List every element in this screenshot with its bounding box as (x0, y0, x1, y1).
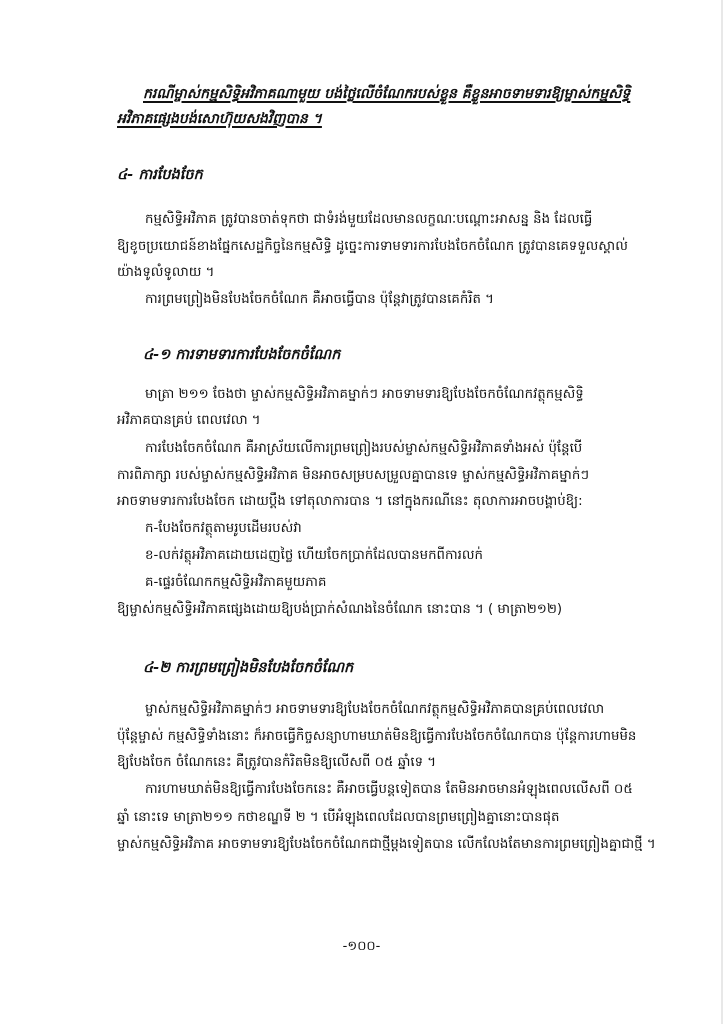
intro-line-2: អវិភាគផ្សេងបង់សោហ៊ុយសងវិញបាន ។ (117, 111, 322, 127)
section-4-1-p1-line2: អវិភាគបានគ្រប់ ពេលវេលា ។ (117, 413, 261, 428)
page-number: -១០០- (342, 939, 381, 954)
list-item-a: ក-បែងចែកវត្ថុតាមរូបដើមរបស់វា (145, 521, 302, 536)
section-4-2-p2-line1: ការហាមឃាត់មិនឱ្យធ្វើការបែងចែកនេះ គឺអាចធ្វើបន្តទៀតបាន តែមិនអាចមានអំឡុងពេលលើសពី ០៥ (145, 782, 633, 797)
section-4-1-heading: ៤-១ ការទាមទារការបែងចែកចំណែក (143, 347, 341, 363)
section-4-2-p2-line2: ឆ្នាំ នោះទេ មាត្រា២១១ កថាខណ្ឌទី ២ ។ បើអំឡុងពេលដែលបានព្រមព្រៀងគ្នានោះបានផុត (117, 810, 560, 825)
section-4-p1-line1: កម្មសិទ្ធិអវិភាគ ត្រូវបានចាត់ទុកថា ជាទំរង់មួយដែលមានលក្ខណៈបណ្ដោះអាសន្ន និង ដែលធ្វើ (145, 212, 593, 227)
section-4-2-p1-line1: ម្ចាស់កម្មសិទ្ធិអវិភាគម្នាក់ៗ អាចទាមទារឱ្យបែងចែកចំណែកវត្ថុកម្មសិទ្ធិអវិភាគបានគ្រប់ពេលវេលា (145, 702, 605, 717)
section-4-1-p2-line2: ការពិភាក្សា របស់ម្ចាស់កម្មសិទ្ធិអវិភាគ មិនអាចសម្របសម្រួលគ្នាបានទេ ម្ចាស់កម្មសិទ្ធិអវិភាគម្នាក់ៗ (117, 468, 590, 483)
section-4-2-p2-line3: ម្ចាស់កម្មសិទ្ធិអវិភាគ អាចទាមទារឱ្យបែងចែកចំណែកជាថ្មីម្ដងទៀតបាន លើកលែងតែមានការព្រមព្រៀងគ្នាជាថ្មី ។ (117, 837, 656, 852)
section-4-2-p1-line2: ប៉ុន្តែម្ចាស់ កម្មសិទ្ធិទាំងនោះ ក៏អាចធ្វើកិច្ចសន្យាហាមឃាត់មិនឱ្យធ្វើការបែងចែកចំណែកបាន ប៉ុន្តែការហាមមិន (117, 729, 637, 744)
intro-line-1: ករណីម្ចាស់កម្មសិទ្ធិអវិភាគណាមួយ បង់ថ្លៃលើចំណែករបស់ខ្លួន គឺខ្លួនអាចទាមទារឱ្យម្ចាស់កម្មសិទ្ធិ (143, 86, 631, 102)
section-4-1-p2-line3: អាចទាមទារការបែងចែក ដោយប្ដឹង ទៅតុលាការបាន ។ នៅក្នុងករណីនេះ តុលាការអាចបង្គាប់ឱ្យ: (117, 494, 583, 509)
section-4-p1-line2: ឱ្យខូចប្រយោជន៍ខាងផ្នែកសេដ្ឋកិច្ចនៃកម្មសិទ្ធិ ដូច្នេះការទាមទារការបែងចែកចំណែក ត្រូវបានគេទទួលស្គាល់ (117, 239, 628, 254)
section-4-1-p1-line1: មាត្រា ២១១ ចែងថា ម្ចាស់កម្មសិទ្ធិអវិភាគម្នាក់ៗ អាចទាមទារឱ្យបែងចែកចំណែកវត្ថុកម្មសិទ្ធិ (145, 387, 584, 402)
section-4-1-closing: ឱ្យម្ចាស់កម្មសិទ្ធិអវិភាគផ្សេងដោយឱ្យបង់ប្រាក់សំណងនៃចំណែក នោះបាន ។ ( មាត្រា២១២) (117, 602, 563, 617)
list-item-b: ខ-លក់វត្ថុអវិភាគដោយដេញថ្លៃ ហើយចែកប្រាក់ដែលបានមកពីការលក់ (145, 548, 483, 563)
section-4-heading: ៤- ការបែងចែក (117, 167, 203, 183)
section-4-2-heading: ៤-២ ការព្រមព្រៀងមិនបែងចែកចំណែក (143, 660, 354, 676)
list-item-c: គ-ផ្ទេរចំណែកកម្មសិទ្ធិអវិភាគមួយភាគ (145, 575, 327, 590)
section-4-1-p2-line1: ការបែងចែកចំណែក គឺអាស្រ័យលើការព្រមព្រៀងរបស់ម្ចាស់កម្មសិទ្ធិអវិភាគទាំងអស់ ប៉ុន្តែបើ (145, 441, 583, 456)
section-4-p2: ការព្រមព្រៀងមិនបែងចែកចំណែក គឺអាចធ្វើបាន ប៉ុន្តែវាត្រូវបានគេកំរិត ។ (145, 292, 494, 307)
section-4-2-p1-line3: ឱ្យបែងចែក ចំណែកនេះ គឺត្រូវបានកំរិតមិនឱ្យលើសពី ០៥ ឆ្នាំទេ ។ (117, 755, 437, 770)
section-4-p1-line3: យ៉ាងទូលំទូលាយ ។ (117, 265, 215, 280)
